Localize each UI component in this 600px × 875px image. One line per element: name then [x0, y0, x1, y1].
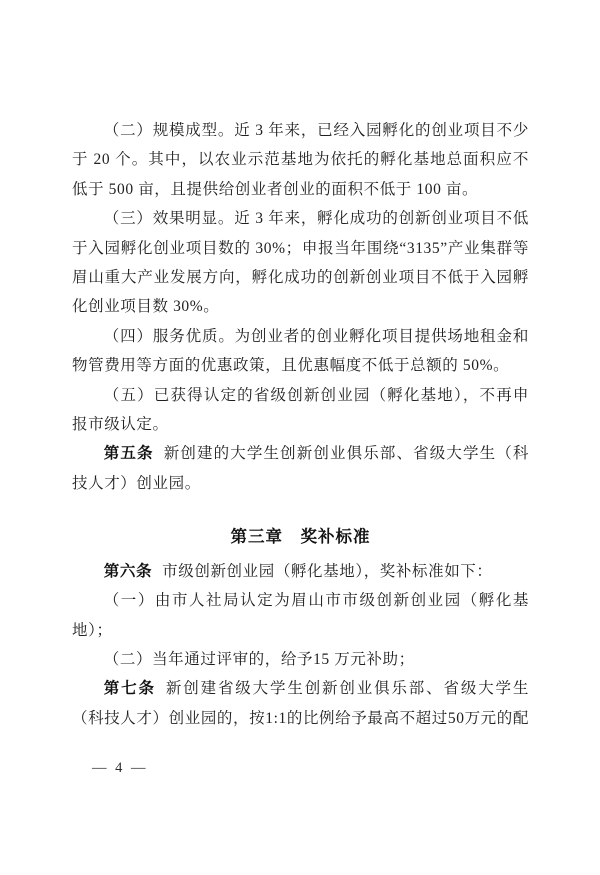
chapter-heading: 第三章 奖补标准	[230, 528, 371, 547]
body-paragraph: （二）当年通过评审的，给予15 万元补助；	[103, 650, 415, 668]
document-body	[72, 116, 529, 733]
article-text: 新创建的大学生创新创业俱乐部、省级大学生（科技人才）创业园。	[72, 445, 529, 492]
body-paragraph: （三）效果明显。近 3 年来，孵化成功的创新创业项目不低于入园孵化创业项目数的 30%；申报当年围绕“3135”产业集群等眉山重大产业发展方向，孵化成功的创新创业项目不低于入园孵化创业项目数 30%。	[72, 210, 529, 316]
article-label: 第五条	[103, 445, 154, 463]
body-paragraph: （一）由市人社局认定为眉山市市级创新创业园（孵化基地）；	[72, 592, 529, 639]
body-paragraph: （五）已获得认定的省级创新创业园（孵化基地），不再申报市级认定。	[72, 386, 529, 434]
body-paragraph: （四）服务优质。为创业者的创业孵化项目提供场地租金和物管费用等方面的优惠政策，且优惠幅度不低于总额的 50%。	[72, 327, 529, 375]
body-paragraph: （二）规模成型。近 3 年来，已经入园孵化的创业项目不少于 20 个。其中，以农业示范基地为依托的孵化基地总面积应不低于 500 亩，且提供给创业者创业的面积不低于 100 亩。	[72, 122, 529, 198]
article-paragraph	[72, 439, 529, 498]
article-paragraph	[72, 674, 529, 733]
article-label: 第七条	[103, 680, 156, 698]
article-text: 市级创新创业园（孵化基地），奖补标准如下：	[162, 562, 493, 580]
article-paragraph	[72, 557, 529, 586]
article-text: 新创建省级大学生创新创业俱乐部、省级大学生（科技人才）创业园的，按1:1的比例给予最高不超过50万元的配	[72, 680, 529, 727]
article-label: 第六条	[103, 562, 153, 580]
page-number: — 4 —	[92, 760, 148, 776]
